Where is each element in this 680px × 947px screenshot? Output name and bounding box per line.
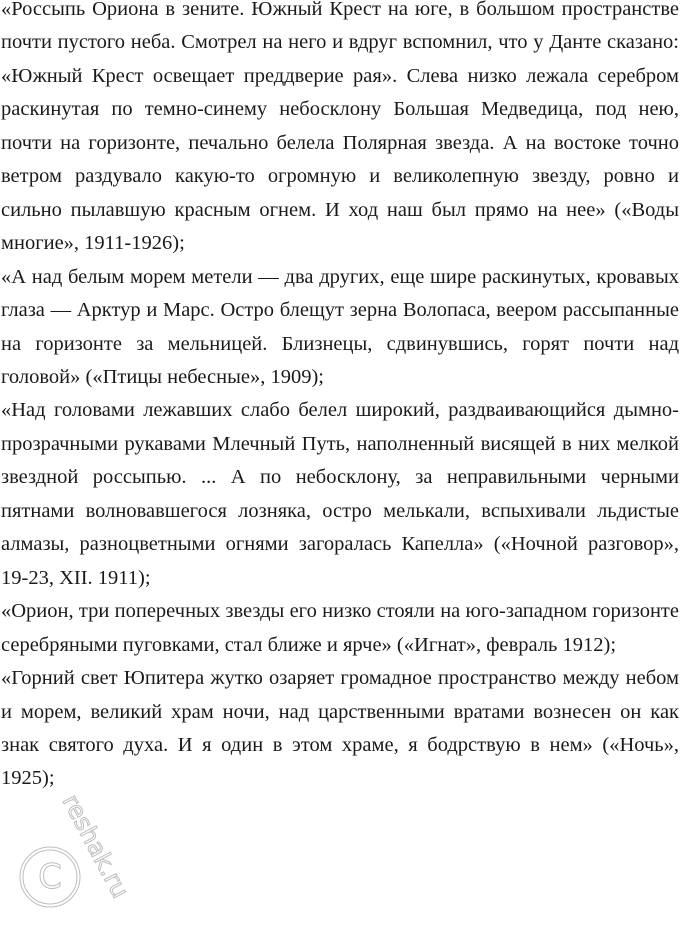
quote-paragraph-2: «А над белым морем метели — два других, еще шире раскинутых, кровавых глаза — Арктур и Марс. Остро блещут зерна Волопаса, веером рассыпанные на горизонте за мельницей. Близнецы, сдвинувшись, горят почти над головой» («Птицы небесные», 1909); [1, 265, 679, 388]
watermark-text: reshak.ru [56, 789, 135, 903]
quote-paragraph-5: «Горний свет Юпитера жутко озаряет громадное пространство между небом и морем, великий храм ночи, над царственными вратами вознесен он как знак святого духа. И я один в этом храме, я бодрствую в нем» («Ночь», 1925); [1, 667, 679, 790]
svg-text:C: C [38, 857, 62, 897]
document-body [1, 0, 679, 796]
watermark-copyright-icon [10, 782, 160, 922]
quote-paragraph-3: «Над головами лежавших слабо белел широкий, раздваивающийся дымно-прозрачными рукавами Млечный Путь, наполненный висящей в них мелкой звездной россыпью. ... А по небосклону, за неправильными черными пятнами волновавшегося лозняка, остро мелькали, вспыхивали льдистые алмазы, разноцветными огнями загоралась Капелла» («Ночной разговор», 19-23, XII. 1911); [1, 399, 679, 589]
quote-paragraph-4: «Орион, три поперечных звезды его низко стояли на юго-западном горизонте серебряными пуговками, стал ближе и ярче» («Игнат», февраль 1912); [1, 600, 679, 656]
quote-paragraph-1: «Россыпь Ориона в зените. Южный Крест на юге, в большом пространстве почти пустого неба. Смотрел на него и вдруг вспомнил, что у Данте сказано: «Южный Крест освещает преддверие рая». Слева низко лежала серебром раскинутая по темно-синему небосклону Большая Медведица, под нею, почти на горизонте, печально белела Полярная звезда. А на востоке точно ветром раздувало какую-то огромную и великолепную звезду, ровно и сильно пылавшую красным огнем. И ход наш был прямо на нее» («Воды многие», 1911-1926); [1, 0, 679, 255]
